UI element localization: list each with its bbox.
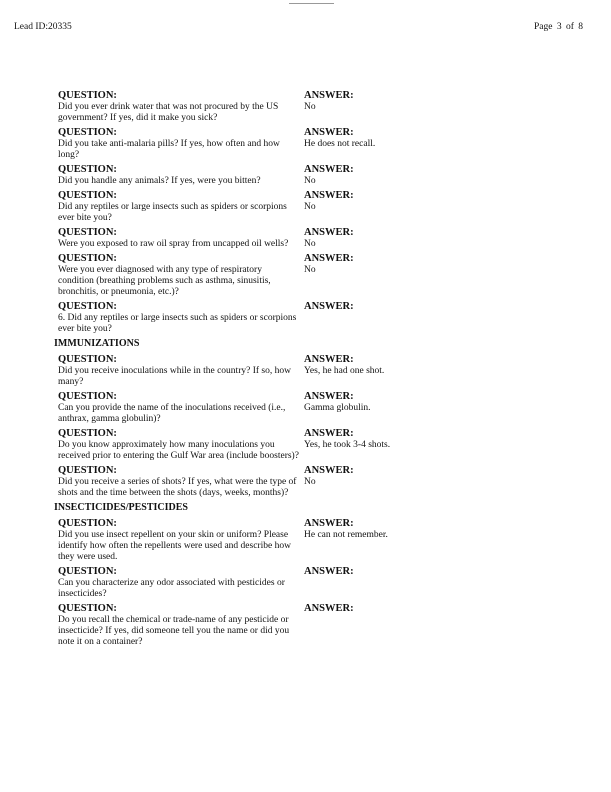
- question-text: Did you receive inoculations while in the country? If so, how many?: [58, 366, 291, 387]
- question-label: QUESTION:: [58, 90, 117, 101]
- answer-cell: [304, 227, 544, 250]
- question-text: Did you ever drink water that was not procured by the US government? If yes, did it make you sick?: [58, 102, 279, 123]
- answer-text: Yes, he took 3-4 shots.: [304, 440, 391, 450]
- question-label: QUESTION:: [58, 391, 117, 402]
- answer-text: No: [304, 102, 316, 112]
- answer-label: ANSWER:: [304, 127, 354, 138]
- question-label: QUESTION:: [58, 127, 117, 138]
- answer-label: ANSWER:: [304, 465, 354, 476]
- top-rule: [289, 3, 334, 4]
- answer-text: No: [304, 202, 316, 212]
- question-cell: [58, 90, 300, 124]
- answer-cell: [304, 428, 544, 462]
- question-cell: [58, 354, 300, 388]
- question-text: Did you handle any animals? If yes, were you bitten?: [58, 176, 261, 186]
- question-text: Did you receive a series of shots? If yes, what were the type of shots and the time between the shots (days, weeks, months)?: [58, 477, 297, 498]
- page-number: Page 3 of 8: [533, 22, 583, 32]
- question-text: Do you recall the chemical or trade-name of any pesticide or insecticide? If yes, did someone tell you the name or did you note it on a container?: [58, 615, 290, 647]
- question-cell: [58, 164, 300, 187]
- qa-row: [58, 301, 578, 335]
- question-label: QUESTION:: [58, 603, 117, 614]
- question-label: QUESTION:: [58, 164, 117, 175]
- answer-cell: [304, 518, 544, 563]
- question-label: QUESTION:: [58, 227, 117, 238]
- question-cell: [58, 190, 300, 224]
- answer-cell: [304, 253, 544, 298]
- answer-cell: [304, 465, 544, 499]
- question-cell: [58, 566, 300, 600]
- answer-cell: [304, 603, 544, 648]
- question-label: QUESTION:: [58, 465, 117, 476]
- question-label: QUESTION:: [58, 518, 117, 529]
- lead-id: Lead ID:20335: [14, 22, 72, 32]
- answer-text: No: [304, 176, 316, 186]
- answer-label: ANSWER:: [304, 566, 354, 577]
- answer-label: ANSWER:: [304, 518, 354, 529]
- question-cell: [58, 227, 300, 250]
- section-heading: IMMUNIZATIONS: [54, 338, 140, 349]
- question-label: QUESTION:: [58, 354, 117, 365]
- question-text: Did you take anti-malaria pills? If yes, how often and how long?: [58, 139, 280, 160]
- answer-cell: [304, 391, 544, 425]
- answer-cell: [304, 164, 544, 187]
- answer-text: Yes, he had one shot.: [304, 366, 385, 376]
- qa-row: [58, 190, 578, 224]
- answer-label: ANSWER:: [304, 227, 354, 238]
- qa-content: [54, 90, 578, 651]
- answer-label: ANSWER:: [304, 603, 354, 614]
- qa-row: [58, 90, 578, 124]
- answer-cell: [304, 301, 544, 335]
- answer-cell: [304, 127, 544, 161]
- answer-text: He does not recall.: [304, 139, 376, 149]
- question-text: Can you characterize any odor associated with pesticides or insecticides?: [58, 578, 285, 599]
- question-label: QUESTION:: [58, 190, 117, 201]
- answer-label: ANSWER:: [304, 90, 354, 101]
- question-text: Did you use insect repellent on your skin or uniform? Please identify how often the repellents were used and describe how they were used.: [58, 530, 291, 562]
- qa-row: [58, 465, 578, 499]
- answer-cell: [304, 354, 544, 388]
- answer-label: ANSWER:: [304, 253, 354, 264]
- question-text: Were you ever diagnosed with any type of respiratory condition (breathing problems such as asthma, sinusitis, bronchitis, or pneumonia, etc.)?: [58, 265, 271, 297]
- question-cell: [58, 603, 300, 648]
- question-label: QUESTION:: [58, 566, 117, 577]
- answer-label: ANSWER:: [304, 301, 354, 312]
- answer-label: ANSWER:: [304, 354, 354, 365]
- answer-label: ANSWER:: [304, 428, 354, 439]
- answer-cell: [304, 190, 544, 224]
- question-text: Can you provide the name of the inoculations received (i.e., anthrax, gamma globulin)?: [58, 403, 286, 424]
- qa-row: [58, 566, 578, 600]
- qa-row: [58, 603, 578, 648]
- answer-text: No: [304, 239, 316, 249]
- question-label: QUESTION:: [58, 301, 117, 312]
- question-cell: [58, 127, 300, 161]
- section-heading: INSECTICIDES/PESTICIDES: [54, 502, 188, 513]
- question-cell: [58, 465, 300, 499]
- answer-cell: [304, 90, 544, 124]
- question-cell: [58, 518, 300, 563]
- qa-row: [58, 428, 578, 462]
- answer-text: Gamma globulin.: [304, 403, 371, 413]
- question-label: QUESTION:: [58, 428, 117, 439]
- qa-row: [58, 127, 578, 161]
- answer-cell: [304, 566, 544, 600]
- question-text: Were you exposed to raw oil spray from uncapped oil wells?: [58, 239, 289, 249]
- answer-label: ANSWER:: [304, 391, 354, 402]
- question-text: 6. Did any reptiles or large insects such as spiders or scorpions ever bite you?: [58, 313, 297, 334]
- question-cell: [58, 428, 300, 462]
- question-cell: [58, 301, 300, 335]
- qa-row: [58, 253, 578, 298]
- qa-row: [58, 227, 578, 250]
- answer-label: ANSWER:: [304, 164, 354, 175]
- answer-text: No: [304, 265, 316, 275]
- qa-row: [58, 391, 578, 425]
- question-cell: [58, 253, 300, 298]
- answer-text: He can not remember.: [304, 530, 388, 540]
- question-label: QUESTION:: [58, 253, 117, 264]
- answer-text: No: [304, 477, 316, 487]
- question-cell: [58, 391, 300, 425]
- question-text: Did any reptiles or large insects such as spiders or scorpions ever bite you?: [58, 202, 287, 223]
- question-text: Do you know approximately how many inoculations you received prior to entering the Gulf War area (include boosters)?: [58, 440, 299, 461]
- answer-label: ANSWER:: [304, 190, 354, 201]
- qa-row: [58, 164, 578, 187]
- qa-row: [58, 354, 578, 388]
- qa-row: [58, 518, 578, 563]
